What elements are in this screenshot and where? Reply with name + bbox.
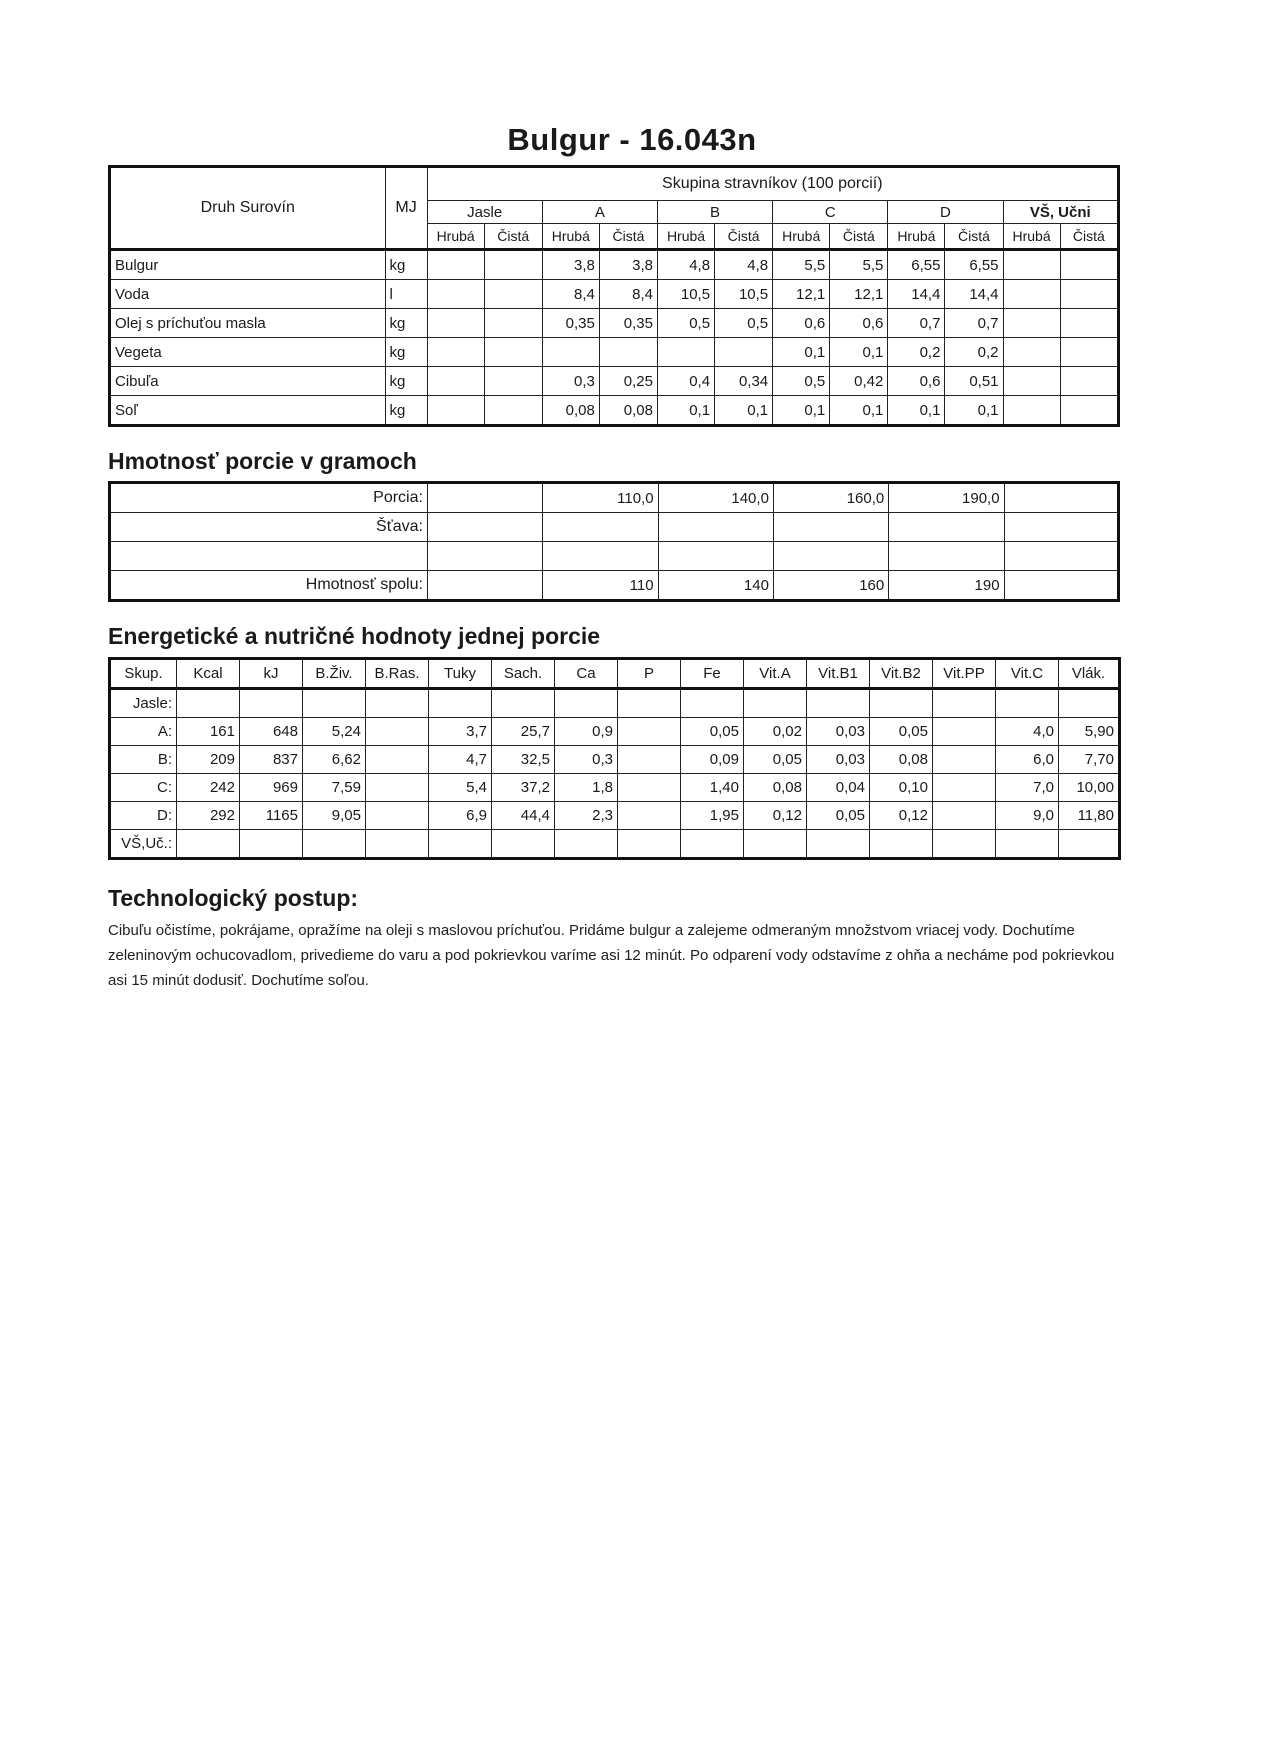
ingredient-value — [427, 280, 484, 309]
nutrition-value: 242 — [177, 774, 240, 802]
portion-value — [889, 513, 1004, 542]
ingredient-name: Cibuľa — [110, 367, 386, 396]
ingredient-value — [427, 338, 484, 367]
ingredient-row — [110, 280, 1119, 309]
ingredient-name: Vegeta — [110, 338, 386, 367]
portion-label — [110, 542, 428, 571]
nutrition-row — [110, 774, 1120, 802]
portion-value — [889, 542, 1004, 571]
ingredient-unit: kg — [385, 396, 427, 426]
nutrition-value — [933, 830, 996, 859]
ingredient-value — [1003, 309, 1060, 338]
ingredient-value: 0,5 — [657, 309, 714, 338]
nutrition-value: 7,70 — [1059, 746, 1120, 774]
portion-value — [773, 542, 888, 571]
ingredient-row — [110, 250, 1119, 280]
nutrition-group-label: A: — [110, 718, 177, 746]
ingredient-value — [484, 367, 542, 396]
portion-row — [110, 513, 1119, 542]
nutrition-value — [933, 689, 996, 718]
nutrition-value: 6,9 — [429, 802, 492, 830]
nutrition-row — [110, 718, 1120, 746]
nutrition-value: 0,12 — [744, 802, 807, 830]
ingredient-value: 0,3 — [542, 367, 599, 396]
nutrition-value — [618, 802, 681, 830]
portion-value: 110,0 — [543, 483, 658, 513]
ingredient-value: 0,1 — [715, 396, 773, 426]
nutrition-value — [870, 689, 933, 718]
ingredient-name-header: Druh Surovín — [110, 167, 386, 250]
page-title: Bulgur - 16.043n — [507, 122, 757, 157]
nutrition-value: 0,08 — [870, 746, 933, 774]
group-header: Skupina stravníkov (100 porcií) — [427, 167, 1118, 201]
portion-row — [110, 571, 1119, 601]
ingredient-value: 0,2 — [888, 338, 945, 367]
portion-value — [1004, 513, 1118, 542]
portion-value — [427, 571, 542, 601]
nutrition-value: 5,90 — [1059, 718, 1120, 746]
ingredient-value — [484, 250, 542, 280]
ingredient-value: 8,4 — [599, 280, 657, 309]
nutrition-value — [933, 746, 996, 774]
ingredient-unit: kg — [385, 309, 427, 338]
nutrition-column-header: Vit.B1 — [807, 659, 870, 689]
nutrition-group-label: C: — [110, 774, 177, 802]
ingredient-value — [427, 250, 484, 280]
nutrition-value — [555, 830, 618, 859]
portion-value — [1004, 542, 1118, 571]
ingredient-value: 0,35 — [599, 309, 657, 338]
nutrition-column-header: Fe — [681, 659, 744, 689]
nutrition-value: 292 — [177, 802, 240, 830]
nutrition-value — [681, 689, 744, 718]
nutrition-value: 0,05 — [744, 746, 807, 774]
portion-value: 160 — [773, 571, 888, 601]
nutrition-value — [996, 689, 1059, 718]
ingredient-value: 0,1 — [945, 396, 1003, 426]
nutrition-value — [933, 802, 996, 830]
nutrition-group-label: VŠ,Uč.: — [110, 830, 177, 859]
ingredient-value: 4,8 — [657, 250, 714, 280]
ingredient-row — [110, 367, 1119, 396]
nutrition-value: 4,7 — [429, 746, 492, 774]
ingredient-value: 0,35 — [542, 309, 599, 338]
portion-row — [110, 542, 1119, 571]
nutrition-value — [429, 830, 492, 859]
ingredient-value: 0,7 — [945, 309, 1003, 338]
ingredient-value — [1003, 250, 1060, 280]
portion-heading: Hmotnosť porcie v gramoch — [108, 448, 417, 474]
ingredient-name: Olej s príchuťou masla — [110, 309, 386, 338]
ingredient-row — [110, 396, 1119, 426]
nutrition-value — [933, 774, 996, 802]
cista-header: Čistá — [945, 224, 1003, 250]
nutrition-group-label: Jasle: — [110, 689, 177, 718]
ingredient-value: 0,1 — [888, 396, 945, 426]
ingredient-value — [484, 338, 542, 367]
nutrition-value: 161 — [177, 718, 240, 746]
portion-value — [658, 513, 773, 542]
ingredient-value: 6,55 — [945, 250, 1003, 280]
nutrition-value: 837 — [240, 746, 303, 774]
ingredient-value: 12,1 — [773, 280, 830, 309]
nutrition-value: 0,9 — [555, 718, 618, 746]
nutrition-value — [807, 830, 870, 859]
ingredient-value: 0,1 — [830, 338, 888, 367]
ingredient-value: 0,08 — [599, 396, 657, 426]
ingredient-row — [110, 338, 1119, 367]
nutrition-value: 209 — [177, 746, 240, 774]
ingredients-table — [108, 165, 1120, 427]
nutrition-value: 1,8 — [555, 774, 618, 802]
ingredient-value — [484, 309, 542, 338]
nutrition-value: 1165 — [240, 802, 303, 830]
nutrition-value: 7,59 — [303, 774, 366, 802]
nutrition-column-header: Ca — [555, 659, 618, 689]
portion-value: 140,0 — [658, 483, 773, 513]
ingredient-value — [1060, 250, 1118, 280]
nutrition-value: 9,0 — [996, 802, 1059, 830]
cista-header: Čistá — [484, 224, 542, 250]
portion-value — [427, 513, 542, 542]
portion-value — [427, 542, 542, 571]
portion-value — [543, 542, 658, 571]
ingredient-row — [110, 309, 1119, 338]
hruba-header: Hrubá — [657, 224, 714, 250]
group-b: B — [657, 201, 772, 224]
procedure-heading: Technologický postup: — [108, 885, 359, 911]
ingredient-value: 0,6 — [830, 309, 888, 338]
ingredient-value — [1003, 396, 1060, 426]
nutrition-row — [110, 689, 1120, 718]
nutrition-value — [366, 774, 429, 802]
nutrition-value — [366, 689, 429, 718]
ingredient-value: 0,34 — [715, 367, 773, 396]
nutrition-column-header: Vit.PP — [933, 659, 996, 689]
nutrition-value — [618, 746, 681, 774]
nutrition-value — [618, 774, 681, 802]
ingredient-value: 0,25 — [599, 367, 657, 396]
ingredient-value — [427, 396, 484, 426]
hruba-header: Hrubá — [1003, 224, 1060, 250]
portion-value — [1004, 483, 1118, 513]
ingredient-value — [1003, 367, 1060, 396]
nutrition-value: 0,05 — [681, 718, 744, 746]
group-d: D — [888, 201, 1003, 224]
nutrition-value: 0,10 — [870, 774, 933, 802]
ingredient-value: 6,55 — [888, 250, 945, 280]
ingredient-value — [1003, 338, 1060, 367]
nutrition-value — [807, 689, 870, 718]
portion-value: 190 — [889, 571, 1004, 601]
ingredient-value: 0,6 — [773, 309, 830, 338]
nutrition-value: 969 — [240, 774, 303, 802]
nutrition-value: 0,09 — [681, 746, 744, 774]
nutrition-column-header: Vit.B2 — [870, 659, 933, 689]
ingredient-value — [599, 338, 657, 367]
ingredient-value — [1003, 280, 1060, 309]
ingredient-value: 0,08 — [542, 396, 599, 426]
nutrition-value — [1059, 689, 1120, 718]
ingredient-value — [1060, 396, 1118, 426]
ingredient-value: 8,4 — [542, 280, 599, 309]
group-jasle: Jasle — [427, 201, 542, 224]
nutrition-column-header: kJ — [240, 659, 303, 689]
nutrition-column-header: Kcal — [177, 659, 240, 689]
cista-header: Čistá — [830, 224, 888, 250]
nutrition-value — [1059, 830, 1120, 859]
nutrition-value — [240, 830, 303, 859]
nutrition-value — [744, 689, 807, 718]
nutrition-value — [366, 746, 429, 774]
cista-header: Čistá — [715, 224, 773, 250]
nutrition-column-header: Skup. — [110, 659, 177, 689]
nutrition-table — [108, 657, 1121, 860]
nutrition-value: 32,5 — [492, 746, 555, 774]
nutrition-value — [618, 718, 681, 746]
nutrition-value: 648 — [240, 718, 303, 746]
ingredient-value: 0,4 — [657, 367, 714, 396]
portion-value: 190,0 — [889, 483, 1004, 513]
nutrition-value: 0,05 — [870, 718, 933, 746]
nutrition-value: 0,02 — [744, 718, 807, 746]
nutrition-value: 0,05 — [807, 802, 870, 830]
nutrition-value — [492, 689, 555, 718]
portion-value — [773, 513, 888, 542]
cista-header: Čistá — [599, 224, 657, 250]
nutrition-column-header: B.Živ. — [303, 659, 366, 689]
ingredient-value: 14,4 — [888, 280, 945, 309]
nutrition-column-header: Sach. — [492, 659, 555, 689]
nutrition-column-header: Tuky — [429, 659, 492, 689]
ingredient-value — [1060, 367, 1118, 396]
nutrition-row — [110, 802, 1120, 830]
nutrition-value — [996, 830, 1059, 859]
ingredient-value: 5,5 — [773, 250, 830, 280]
nutrition-value: 10,00 — [1059, 774, 1120, 802]
nutrition-value: 11,80 — [1059, 802, 1120, 830]
nutrition-value: 7,0 — [996, 774, 1059, 802]
hruba-header: Hrubá — [542, 224, 599, 250]
portion-value: 140 — [658, 571, 773, 601]
nutrition-value: 0,08 — [744, 774, 807, 802]
nutrition-value: 2,3 — [555, 802, 618, 830]
nutrition-value: 0,12 — [870, 802, 933, 830]
procedure-text: Cibuľu očistíme, pokrájame, opražíme na oleji s maslovou príchuťou. Pridáme bulgur a zalejeme odmeraným množstvom vriacej vody. Dochutíme zeleninovým ochucovadlom, privedieme do varu a pod pokrievkou varíme asi 12 minút. Po odparení vody odstavíme z ohňa a necháme pod pokrievkou asi 15 minút dodusiť. Dochutíme soľou. — [108, 922, 1115, 989]
ingredient-unit: kg — [385, 367, 427, 396]
nutrition-value: 0,03 — [807, 746, 870, 774]
ingredient-value — [1060, 338, 1118, 367]
nutrition-value: 0,04 — [807, 774, 870, 802]
nutrition-value: 44,4 — [492, 802, 555, 830]
portion-value: 160,0 — [773, 483, 888, 513]
group-a: A — [542, 201, 657, 224]
nutrition-value: 1,40 — [681, 774, 744, 802]
ingredient-value: 10,5 — [715, 280, 773, 309]
nutrition-value: 0,03 — [807, 718, 870, 746]
portion-value: 110 — [543, 571, 658, 601]
nutrition-value — [618, 689, 681, 718]
ingredient-value: 3,8 — [599, 250, 657, 280]
nutrition-value: 9,05 — [303, 802, 366, 830]
nutrition-value — [177, 830, 240, 859]
nutrition-value — [366, 830, 429, 859]
nutrition-value — [870, 830, 933, 859]
nutrition-row — [110, 830, 1120, 859]
ingredient-value — [715, 338, 773, 367]
ingredient-value: 5,5 — [830, 250, 888, 280]
ingredient-value: 4,8 — [715, 250, 773, 280]
nutrition-value — [618, 830, 681, 859]
nutrition-value — [744, 830, 807, 859]
nutrition-value: 6,62 — [303, 746, 366, 774]
ingredient-value: 10,5 — [657, 280, 714, 309]
ingredient-value: 0,51 — [945, 367, 1003, 396]
group-c: C — [773, 201, 888, 224]
unit-header: MJ — [385, 167, 427, 250]
nutrition-value: 0,3 — [555, 746, 618, 774]
nutrition-value — [492, 830, 555, 859]
nutrition-heading: Energetické a nutričné hodnoty jednej porcie — [108, 623, 601, 649]
group-vs-ucni: VŠ, Učni — [1003, 201, 1118, 224]
nutrition-value: 25,7 — [492, 718, 555, 746]
ingredient-value: 0,5 — [715, 309, 773, 338]
nutrition-value: 4,0 — [996, 718, 1059, 746]
nutrition-column-header: P — [618, 659, 681, 689]
portion-row — [110, 483, 1119, 513]
nutrition-row — [110, 746, 1120, 774]
ingredient-value: 0,5 — [773, 367, 830, 396]
nutrition-value — [240, 689, 303, 718]
ingredient-value — [657, 338, 714, 367]
nutrition-value — [681, 830, 744, 859]
ingredient-value: 0,1 — [773, 338, 830, 367]
ingredient-value: 0,1 — [830, 396, 888, 426]
portion-label: Hmotnosť spolu: — [110, 571, 428, 601]
ingredient-value: 0,2 — [945, 338, 1003, 367]
nutrition-header-row — [110, 659, 1120, 689]
ingredient-value: 0,7 — [888, 309, 945, 338]
hruba-header: Hrubá — [773, 224, 830, 250]
nutrition-value — [177, 689, 240, 718]
ingredient-name: Bulgur — [110, 250, 386, 280]
ingredient-value — [1060, 309, 1118, 338]
nutrition-value — [303, 689, 366, 718]
nutrition-column-header: Vlák. — [1059, 659, 1120, 689]
nutrition-value: 5,4 — [429, 774, 492, 802]
nutrition-value: 5,24 — [303, 718, 366, 746]
ingredient-name: Soľ — [110, 396, 386, 426]
nutrition-column-header: B.Ras. — [366, 659, 429, 689]
ingredient-value: 0,6 — [888, 367, 945, 396]
nutrition-group-label: B: — [110, 746, 177, 774]
nutrition-value: 1,95 — [681, 802, 744, 830]
portion-label: Šťava: — [110, 513, 428, 542]
ingredient-unit: l — [385, 280, 427, 309]
nutrition-value: 37,2 — [492, 774, 555, 802]
portion-value — [1004, 571, 1118, 601]
ingredient-name: Voda — [110, 280, 386, 309]
ingredient-value: 12,1 — [830, 280, 888, 309]
portion-value — [427, 483, 542, 513]
nutrition-value — [555, 689, 618, 718]
ingredient-value — [484, 396, 542, 426]
nutrition-value — [366, 802, 429, 830]
portion-value — [543, 513, 658, 542]
ingredient-value: 0,1 — [773, 396, 830, 426]
ingredient-value: 0,1 — [657, 396, 714, 426]
ingredient-unit: kg — [385, 338, 427, 367]
ingredient-value — [484, 280, 542, 309]
ingredient-value: 14,4 — [945, 280, 1003, 309]
ingredient-value — [1060, 280, 1118, 309]
ingredient-value: 0,42 — [830, 367, 888, 396]
portion-value — [658, 542, 773, 571]
portion-label: Porcia: — [110, 483, 428, 513]
portion-table — [108, 481, 1120, 602]
nutrition-value — [933, 718, 996, 746]
nutrition-value — [429, 689, 492, 718]
nutrition-value: 3,7 — [429, 718, 492, 746]
ingredient-value: 3,8 — [542, 250, 599, 280]
ingredient-value — [427, 309, 484, 338]
nutrition-column-header: Vit.A — [744, 659, 807, 689]
hruba-header: Hrubá — [427, 224, 484, 250]
hruba-header: Hrubá — [888, 224, 945, 250]
ingredient-value — [427, 367, 484, 396]
nutrition-value: 6,0 — [996, 746, 1059, 774]
nutrition-group-label: D: — [110, 802, 177, 830]
nutrition-value — [303, 830, 366, 859]
ingredient-unit: kg — [385, 250, 427, 280]
cista-header: Čistá — [1060, 224, 1118, 250]
ingredient-value — [542, 338, 599, 367]
nutrition-value — [366, 718, 429, 746]
nutrition-column-header: Vit.C — [996, 659, 1059, 689]
